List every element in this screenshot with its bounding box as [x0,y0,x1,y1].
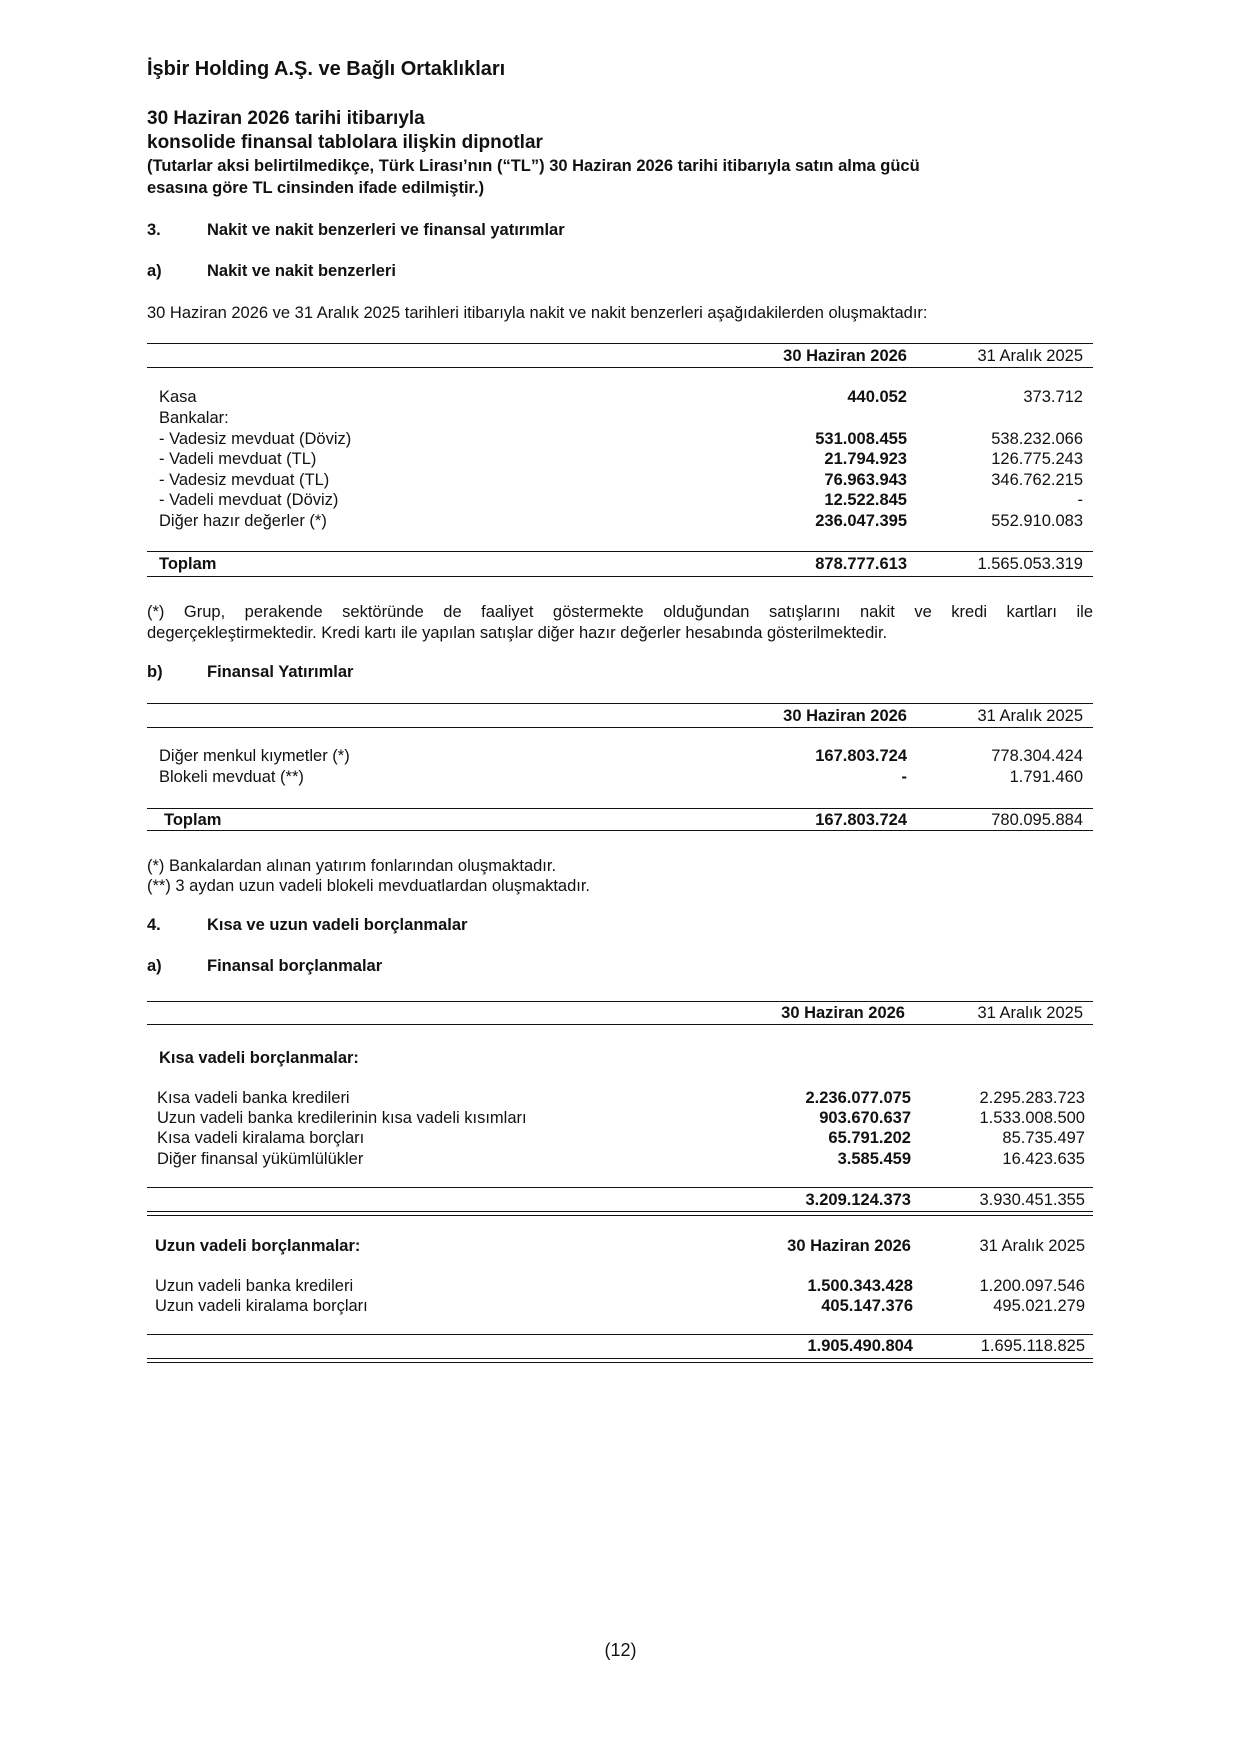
column-header-current: 30 Haziran 2026 [781,1004,905,1022]
long-term-total-row: 1.905.490.804 1.695.118.825 [807,1337,1085,1355]
column-header-prior: 31 Aralık 2025 [979,1237,1085,1255]
table-total-row: Toplam 878.777.613 1.565.053.319 [159,555,1083,573]
section-3a-note-line1: (*) Grup, perakende sektöründe de faaliyet göstermekte olduğundan satışlarını nakit ve kredi kartları ile [147,603,1093,621]
report-title-line1: 30 Haziran 2026 tarihi itibarıyla [147,108,425,129]
company-name: İşbir Holding A.Ş. ve Bağlı Ortaklıkları [147,58,506,80]
table-row: Kasa 440.052 373.712 [159,388,1083,406]
column-header-current: 30 Haziran 2026 [783,707,907,725]
table-row: Uzun vadeli banka kredileri 1.500.343.428 1.200.097.546 [155,1277,1085,1295]
table-row: Kısa vadeli banka kredileri 2.236.077.075 2.295.283.723 [157,1089,1085,1107]
section-4a-title: Finansal borçlanmalar [207,957,383,975]
report-subtitle-line2: esasına göre TL cinsinden ifade edilmiştir.) [147,179,485,197]
section-3-title: Nakit ve nakit benzerleri ve finansal yatırımlar [207,221,565,239]
section-4-number: 4. [147,916,161,934]
column-header-prior: 31 Aralık 2025 [977,707,1083,725]
table-row: Diğer finansal yükümlülükler 3.585.459 16.423.635 [157,1150,1085,1168]
section-3a-note-line2: degerçekleştirmektedir. Kredi kartı ile yapılan satışlar diğer hazır değerler hesabında gösterilmektedir. [147,624,888,642]
section-3-number: 3. [147,221,161,239]
section-3b-letter: b) [147,663,163,681]
table-header-row [147,347,1093,368]
table-row: Diğer menkul kıymetler (*) 167.803.724 778.304.424 [159,747,1083,765]
table-row: Diğer hazır değerler (*) 236.047.395 552.910.083 [159,512,1083,530]
table-row: Uzun vadeli kiralama borçları 405.147.376 495.021.279 [155,1297,1085,1315]
section-4a-letter: a) [147,957,162,975]
table-header-row [147,707,1093,728]
column-header-current: 30 Haziran 2026 [787,1237,911,1255]
table-row: Bankalar: [159,409,229,427]
column-header-prior: 31 Aralık 2025 [977,347,1083,365]
column-header-prior: 31 Aralık 2025 [977,1004,1083,1022]
long-term-heading-row: Uzun vadeli borçlanmalar: 30 Haziran 2026 31 Aralık 2025 [155,1237,1085,1255]
table-row: - Vadeli mevduat (Döviz) 12.522.845 - [159,491,1083,509]
section-3b-note1: (*) Bankalardan alınan yatırım fonlarından oluşmaktadır. [147,857,557,875]
report-title-line2: konsolide finansal tablolara ilişkin dipnotlar [147,132,543,153]
short-term-total-row: 3.209.124.373 3.930.451.355 [805,1191,1085,1209]
table-total-row: Toplam 167.803.724 780.095.884 [164,811,1083,829]
financial-borrowings-table [147,1001,1093,1373]
report-subtitle-line1: (Tutarlar aksi belirtilmedikçe, Türk Lirası’nın (“TL”) 30 Haziran 2026 tarihi itibarıyla satın alma gücü [147,157,920,175]
section-3a-title: Nakit ve nakit benzerleri [207,262,396,280]
section-4-title: Kısa ve uzun vadeli borçlanmalar [207,916,468,934]
table-row: Blokeli mevduat (**) - 1.791.460 [159,768,1083,786]
table-row: Uzun vadeli banka kredilerinin kısa vadeli kısımları 903.670.637 1.533.008.500 [157,1109,1085,1127]
financial-investments-table [147,703,1093,831]
table-row: - Vadeli mevduat (TL) 21.794.923 126.775.243 [159,450,1083,468]
table-row: - Vadesiz mevduat (Döviz) 531.008.455 538.232.066 [159,430,1083,448]
section-3a-intro: 30 Haziran 2026 ve 31 Aralık 2025 tarihleri itibarıyla nakit ve nakit benzerleri aşağıdakilerden oluşmaktadır: [147,304,928,322]
section-3b-note2: (**) 3 aydan uzun vadeli blokeli mevduatlardan oluşmaktadır. [147,877,591,895]
section-3b-title: Finansal Yatırımlar [207,663,354,681]
section-3a-letter: a) [147,262,162,280]
short-term-heading: Kısa vadeli borçlanmalar: [159,1049,359,1067]
table-header-row [147,1004,1093,1025]
cash-equivalents-table [147,343,1093,579]
table-row: Kısa vadeli kiralama borçları 65.791.202 85.735.497 [157,1129,1085,1147]
page-number: (12) [604,1640,637,1660]
table-row: - Vadesiz mevduat (TL) 76.963.943 346.762.215 [159,471,1083,489]
column-header-current: 30 Haziran 2026 [783,347,907,365]
